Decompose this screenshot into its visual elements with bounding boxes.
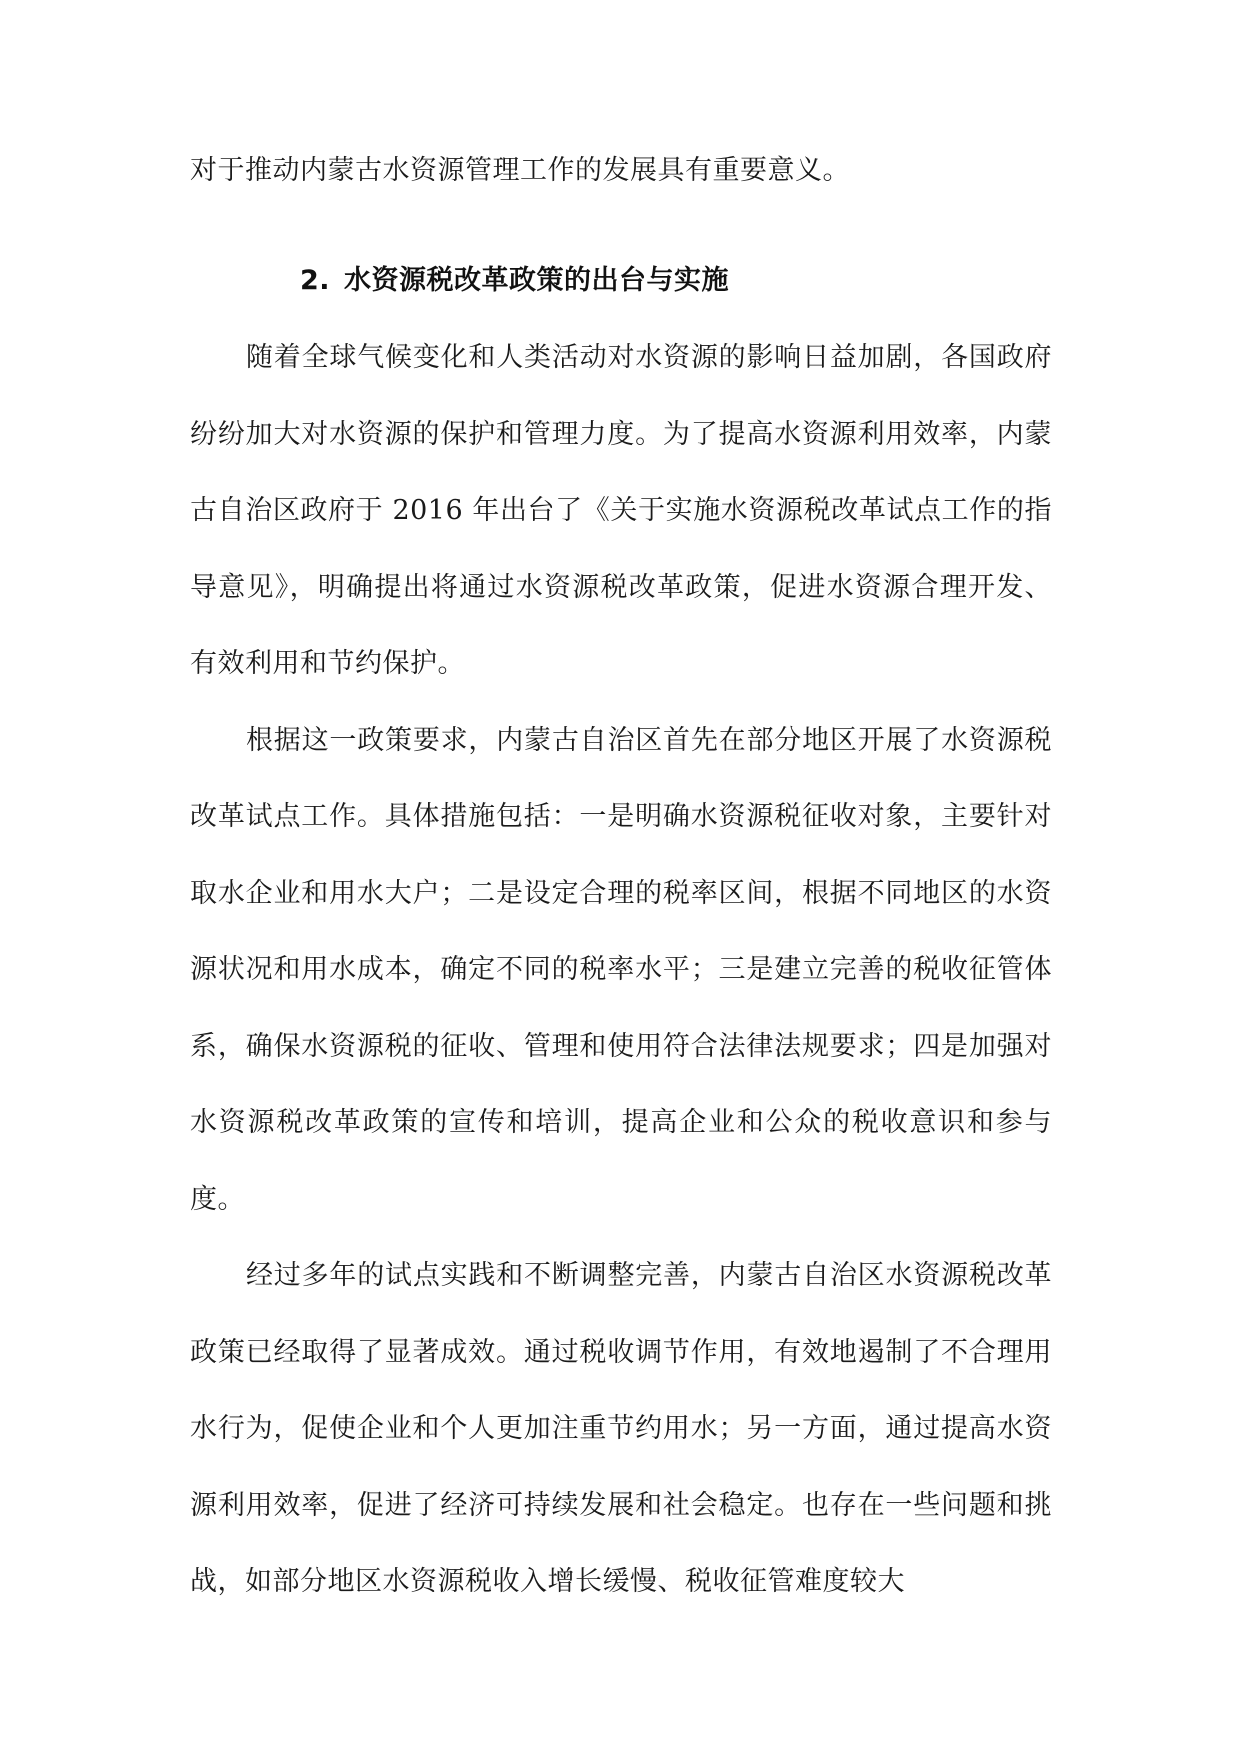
paragraph: 根据这一政策要求，内蒙古自治区首先在部分地区开展了水资源税改革试点工作。具体措施包括：一是明确水资源税征收对象，主要针对取水企业和用水大户；二是设定合理的税率区间，根据不同地区的水资源状况和用水成本，确定不同的税率水平；三是建立完善的税收征管体系，确保水资源税的征收、管理和使用符合法律法规要求；四是加强对水资源税改革政策的宣传和培训，提高企业和公众的税收意识和参与度。 <box>190 724 1052 1215</box>
section-number: 2. <box>300 265 331 296</box>
paragraph: 经过多年的试点实践和不断调整完善，内蒙古自治区水资源税改革政策已经取得了显著成效。通过税收调节作用，有效地遏制了不合理用水行为，促使企业和个人更加注重节约用水；另一方面，通过提高水资源利用效率，促进了经济可持续发展和社会稳定。也存在一些问题和挑战，如部分地区水资源税收入增长缓慢、税收征管难度较大 <box>190 1260 1052 1597</box>
body-text <box>190 320 1052 1621</box>
section-title: 水资源税改革政策的出台与实施 <box>344 265 730 296</box>
paragraph: 随着全球气候变化和人类活动对水资源的影响日益加剧，各国政府纷纷加大对水资源的保护和管理力度。为了提高水资源利用效率，内蒙古自治区政府于 2016 年出台了《关于实施水资源税改革试点工作的指导意见》，明确提出将通过水资源税改革政策，促进水资源合理开发、有效利用和节约保护。 <box>190 342 1052 679</box>
lead-line: 对于推动内蒙古水资源管理工作的发展具有重要意义。 <box>190 155 850 186</box>
section-heading <box>190 243 1052 320</box>
